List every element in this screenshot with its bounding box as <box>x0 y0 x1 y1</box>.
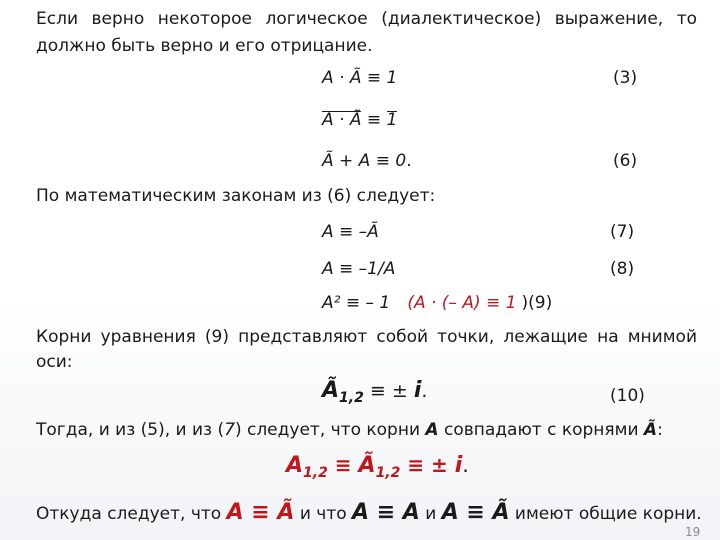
roots-line-1: Корни уравнения (9) представляют собой точки, лежащие на мнимой <box>36 327 697 347</box>
formula-7-number: (7) <box>610 222 635 242</box>
formula-9: A² ≡ – 1 (A · (– A) ≡ 1 )(9) <box>322 293 553 313</box>
formula-11: A1,2 ≡ Ã1,2 ≡ ± i. <box>286 453 469 481</box>
roots-line-2: оси: <box>36 352 73 372</box>
formula-8: A ≡ –1/A <box>322 259 396 279</box>
final-text: Откуда следует, что A ≡ Ã и что A ≡ A и A ≡ Ã имеют общие корни. <box>36 500 702 525</box>
page-number: 19 <box>685 525 701 539</box>
formula-3-number: (3) <box>613 68 638 88</box>
law-text: По математическим законам из (6) следует: <box>36 186 436 206</box>
formula-10: Ã1,2 ≡ ± i. <box>322 378 428 406</box>
intro-line-1: Если верно некоторое логическое (диалектическое) выражение, то <box>36 9 697 29</box>
formula-8-number: (8) <box>610 259 635 279</box>
formula-10-number: (10) <box>610 386 645 406</box>
intro-line-2: должно быть верно и его отрицание. <box>36 36 373 56</box>
formula-6: Ã + A ≡ 0. <box>322 151 412 171</box>
formula-7: A ≡ –Ã <box>322 222 379 242</box>
formula-3: A · Ã ≡ 1 <box>322 68 398 88</box>
formula-6-number: (6) <box>613 151 638 171</box>
formula-4: A · Ã ≡ 1 <box>322 110 398 130</box>
then-text: Тогда, и из (5), и из (7) следует, что корни A совпадают с корнями Ã: <box>36 420 663 440</box>
